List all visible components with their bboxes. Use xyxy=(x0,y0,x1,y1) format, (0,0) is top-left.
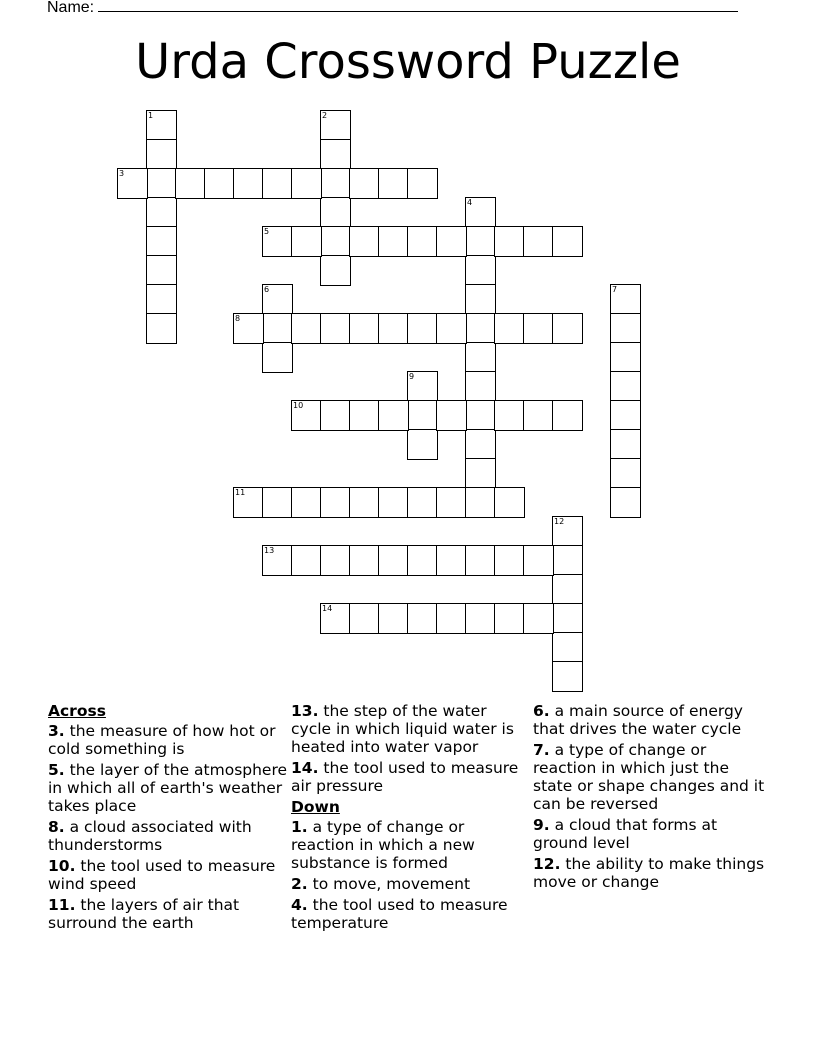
grid-cell[interactable] xyxy=(407,429,438,460)
grid-cell[interactable] xyxy=(320,603,351,634)
grid-cell[interactable] xyxy=(262,226,293,257)
grid-cell[interactable] xyxy=(291,313,322,344)
grid-cell[interactable] xyxy=(610,371,641,402)
clue-number: 6 xyxy=(264,285,270,294)
grid-cell[interactable] xyxy=(494,603,525,634)
grid-cell[interactable] xyxy=(610,429,641,460)
clue-number: 13 xyxy=(264,546,275,555)
grid-cell[interactable] xyxy=(291,400,322,431)
grid-cell[interactable] xyxy=(407,313,438,344)
grid-cell[interactable] xyxy=(291,168,322,199)
grid-cell[interactable] xyxy=(552,226,583,257)
grid-cell[interactable] xyxy=(378,400,409,431)
grid-cell[interactable] xyxy=(465,458,496,489)
clue-number: 12 xyxy=(554,517,565,526)
down-clue: 4. the tool used to measure temperature xyxy=(291,896,508,932)
grid-cell[interactable] xyxy=(523,313,554,344)
grid-cell[interactable] xyxy=(233,168,264,199)
grid-cell[interactable] xyxy=(465,197,496,228)
grid-cell[interactable] xyxy=(610,313,641,344)
grid-cell[interactable] xyxy=(552,574,583,605)
grid-cell[interactable] xyxy=(146,197,177,228)
across-clue: 13. the step of the water cycle in which liquid water is heated into water vapor xyxy=(291,702,514,756)
grid-cell[interactable] xyxy=(494,226,525,257)
clue-number: 9 xyxy=(409,372,415,381)
grid-cell[interactable] xyxy=(407,487,438,518)
grid-cell[interactable] xyxy=(117,168,148,199)
grid-cell[interactable] xyxy=(262,545,293,576)
grid-cell[interactable] xyxy=(610,284,641,315)
grid-cell[interactable] xyxy=(436,487,467,518)
down-clue: 6. a main source of energy that drives the water cycle xyxy=(533,702,743,738)
grid-cell[interactable] xyxy=(320,139,351,170)
grid-cell[interactable] xyxy=(146,255,177,286)
grid-cell[interactable] xyxy=(233,487,264,518)
grid-cell[interactable] xyxy=(146,139,177,170)
grid-cell[interactable] xyxy=(349,603,380,634)
grid-cell[interactable] xyxy=(233,313,264,344)
grid-cell[interactable] xyxy=(523,545,554,576)
grid-cell[interactable] xyxy=(204,168,235,199)
grid-cell[interactable] xyxy=(407,545,438,576)
name-label: Name: xyxy=(47,0,95,16)
across-clue: 11. the layers of air that surround the earth xyxy=(48,896,240,932)
grid-cell[interactable] xyxy=(291,226,322,257)
grid-cell[interactable] xyxy=(320,226,351,257)
grid-cell[interactable] xyxy=(465,603,496,634)
across-clue: 8. a cloud associated with thunderstorms xyxy=(48,818,252,854)
grid-cell[interactable] xyxy=(465,284,496,315)
down-clue: 7. a type of change or reaction in which just the state or shape changes and it can be reversed xyxy=(533,741,765,813)
grid-cell[interactable] xyxy=(320,110,351,141)
grid-cell[interactable] xyxy=(349,168,380,199)
clue-number: 10 xyxy=(293,401,304,410)
grid-cell[interactable] xyxy=(465,342,496,373)
across-clue: 3. the measure of how hot or cold something is xyxy=(48,722,276,758)
grid-cell[interactable] xyxy=(146,226,177,257)
grid-cell[interactable] xyxy=(465,487,496,518)
clues-column-2 xyxy=(291,702,531,935)
grid-cell[interactable] xyxy=(378,313,409,344)
grid-cell[interactable] xyxy=(465,313,496,344)
clues-column-3 xyxy=(533,702,773,894)
down-clue: 12. the ability to make things move or change xyxy=(533,855,765,891)
clue-number: 8 xyxy=(235,314,241,323)
clue-number: 14 xyxy=(322,604,333,613)
grid-cell[interactable] xyxy=(552,516,583,547)
grid-cell[interactable] xyxy=(436,400,467,431)
grid-cell[interactable] xyxy=(349,226,380,257)
clue-number: 5 xyxy=(264,227,270,236)
grid-cell[interactable] xyxy=(610,487,641,518)
grid-cell[interactable] xyxy=(291,487,322,518)
grid-cell[interactable] xyxy=(146,168,177,199)
clue-number: 4 xyxy=(467,198,473,207)
grid-cell[interactable] xyxy=(320,197,351,228)
across-clue: 14. the tool used to measure air pressure xyxy=(291,759,519,795)
grid-cell[interactable] xyxy=(378,603,409,634)
grid-cell[interactable] xyxy=(465,371,496,402)
grid-cell[interactable] xyxy=(146,313,177,344)
grid-cell[interactable] xyxy=(378,226,409,257)
grid-cell[interactable] xyxy=(610,458,641,489)
grid-cell[interactable] xyxy=(407,371,438,402)
across-clue: 5. the layer of the atmosphere in which all of earth's weather takes place xyxy=(48,761,288,815)
grid-cell[interactable] xyxy=(349,313,380,344)
grid-cell[interactable] xyxy=(610,342,641,373)
grid-cell[interactable] xyxy=(320,313,351,344)
down-clue: 2. to move, movement xyxy=(291,875,471,893)
grid-cell[interactable] xyxy=(378,545,409,576)
grid-cell[interactable] xyxy=(465,255,496,286)
grid-cell[interactable] xyxy=(407,400,438,431)
grid-cell[interactable] xyxy=(407,603,438,634)
grid-cell[interactable] xyxy=(320,487,351,518)
grid-cell[interactable] xyxy=(610,400,641,431)
puzzle-title: Urda Crossword Puzzle xyxy=(135,34,681,90)
clue-number: 11 xyxy=(235,488,246,497)
grid-cell[interactable] xyxy=(262,168,293,199)
grid-cell[interactable] xyxy=(262,342,293,373)
grid-cell[interactable] xyxy=(465,226,496,257)
grid-cell[interactable] xyxy=(523,603,554,634)
across-clue: 10. the tool used to measure wind speed xyxy=(48,857,276,893)
grid-cell[interactable] xyxy=(436,603,467,634)
grid-cell[interactable] xyxy=(552,603,583,634)
grid-cell[interactable] xyxy=(436,545,467,576)
grid-cell[interactable] xyxy=(378,168,409,199)
grid-cell[interactable] xyxy=(175,168,206,199)
grid-cell[interactable] xyxy=(552,661,583,692)
grid-cell[interactable] xyxy=(407,226,438,257)
grid-cell[interactable] xyxy=(320,255,351,286)
grid-cell[interactable] xyxy=(349,545,380,576)
clue-number: 2 xyxy=(322,111,328,120)
grid-cell[interactable] xyxy=(436,313,467,344)
across-heading: Across xyxy=(48,702,106,720)
grid-cell[interactable] xyxy=(320,545,351,576)
grid-cell[interactable] xyxy=(494,400,525,431)
clues-column-1 xyxy=(48,702,288,935)
down-clue: 1. a type of change or reaction in which a new substance is formed xyxy=(291,818,475,872)
grid-cell[interactable] xyxy=(523,400,554,431)
grid-cell[interactable] xyxy=(494,545,525,576)
grid-cell[interactable] xyxy=(494,313,525,344)
grid-cell[interactable] xyxy=(465,429,496,460)
grid-cell[interactable] xyxy=(523,226,554,257)
grid-cell[interactable] xyxy=(146,284,177,315)
grid-cell[interactable] xyxy=(378,487,409,518)
grid-cell[interactable] xyxy=(320,168,351,199)
grid-cell[interactable] xyxy=(146,110,177,141)
grid-cell[interactable] xyxy=(349,400,380,431)
down-heading: Down xyxy=(291,798,340,816)
grid-cell[interactable] xyxy=(494,487,525,518)
grid-cell[interactable] xyxy=(552,313,583,344)
grid-cell[interactable] xyxy=(349,487,380,518)
grid-cell[interactable] xyxy=(552,632,583,663)
clue-number: 1 xyxy=(148,111,154,120)
grid-cell[interactable] xyxy=(407,168,438,199)
grid-cell[interactable] xyxy=(262,487,293,518)
grid-cell[interactable] xyxy=(291,545,322,576)
down-clue: 9. a cloud that forms at ground level xyxy=(533,816,718,852)
grid-cell[interactable] xyxy=(436,226,467,257)
clue-number: 7 xyxy=(612,285,618,294)
grid-cell[interactable] xyxy=(552,545,583,576)
clue-number: 3 xyxy=(119,169,125,178)
grid-cell[interactable] xyxy=(262,313,293,344)
grid-cell[interactable] xyxy=(465,545,496,576)
grid-cell[interactable] xyxy=(320,400,351,431)
grid-cell[interactable] xyxy=(552,400,583,431)
grid-cell[interactable] xyxy=(465,400,496,431)
grid-cell[interactable] xyxy=(262,284,293,315)
